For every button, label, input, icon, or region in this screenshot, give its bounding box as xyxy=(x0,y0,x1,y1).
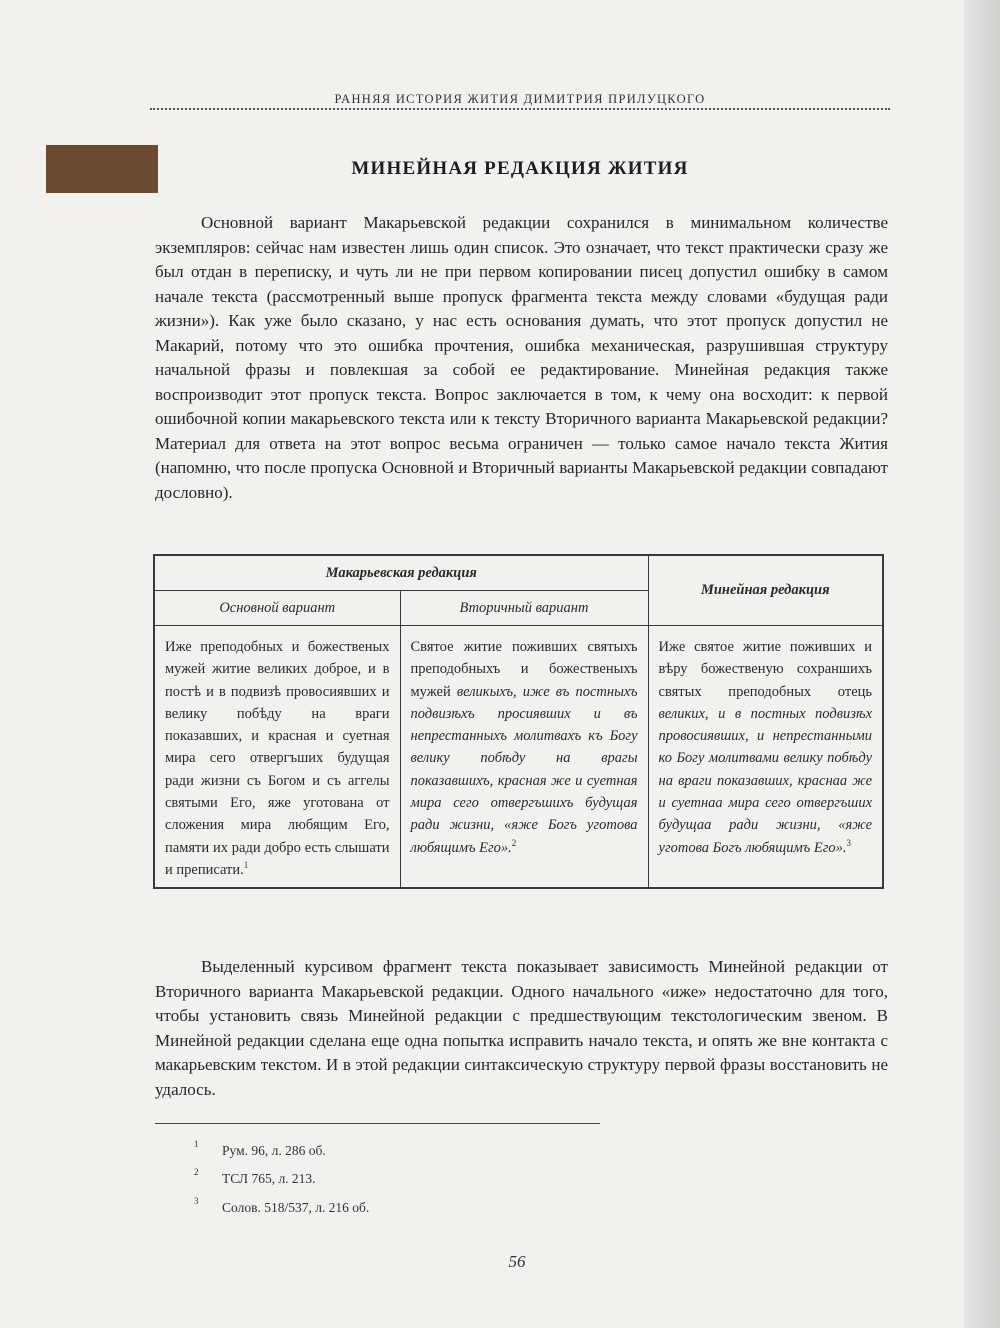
footnote-1 xyxy=(194,1139,326,1159)
cell-osnovnoy xyxy=(154,626,400,889)
footnote-mark: 3 xyxy=(194,1196,199,1206)
paragraph-2: Выделенный курсивом фрагмент текста показывает зависимость Минейной редакции от Вторичного варианта Макарьевской редакции. Одного начального «иже» недостаточно для того, чтобы установить связь Минейной редакции с предшествующим текстологическим звеном. В Минейной редакции сделана еще одна попытка исправить начало текста, и опять же вне контакта с макарьевским текстом. И в этой редакции синтаксическую структуру первой фразы восстановить не удалось. xyxy=(155,957,888,1099)
page-number: 56 xyxy=(508,1252,526,1271)
table-row xyxy=(154,626,883,889)
subheader-osnovnoy: Основной вариант xyxy=(154,591,400,626)
running-head-rule xyxy=(150,108,890,110)
cell-vtorichny-plain: Святое житие поживших святыхъ преподобныхъ и божественыхъ мужей xyxy=(410,639,638,700)
cell-vtorichny-italic: великыхъ, иже въ постныхъ подвизѣхъ просиявших и въ непрестанныхъ молитвахъ къ Богу велику побѣду на врагы показавшихъ, красная же и суетная мира сего отвергъшихъ будущая ради жизни, «яже Богъ уготова любящимъ Его». xyxy=(410,683,638,856)
footnote-3 xyxy=(194,1196,370,1216)
footnote-mark: 1 xyxy=(194,1139,199,1149)
footnote-rule xyxy=(155,1123,600,1124)
footnote-text: Солов. 518/537, л. 216 об. xyxy=(222,1200,370,1215)
footnote-text: Рум. 96, л. 286 об. xyxy=(222,1143,326,1158)
running-head: РАННЯЯ ИСТОРИЯ ЖИТИЯ ДИМИТРИЯ ПРИЛУЦКОГО xyxy=(334,92,706,106)
page-edge-shadow xyxy=(964,0,1000,1328)
header-makarievskaya: Макарьевская редакция xyxy=(154,555,648,591)
footnote-2 xyxy=(194,1167,316,1187)
footnote-text: ТСЛ 765, л. 213. xyxy=(222,1171,316,1186)
paragraph-1: Основной вариант Макарьевской редакции сохранился в минимальном количестве экземпляров: сейчас нам известен лишь один список. Это означает, что текст практически сразу же был отдан в переписку, и чуть ли не при первом копировании писец допустил ошибку в самом начале текста (рассмотренный выше пропуск фрагмента текста между словами «будущая ради жизни»). Как уже было сказано, у нас есть основания думать, что этот пропуск допустил не Макарий, потому что это ошибка прочтения, ошибка механическая, разрушившая структуру начальной фразы и повлекшая за собой ее редактирование. Минейная редакция также воспроизводит этот пропуск текста. Вопрос заключается в том, к чему она восходит: к первой ошибочной копии макарьевского текста или к тексту Вторичного варианта Макарьевской редакции? Материал для ответа на этот вопрос весьма ограничен — только самое начало текста Жития (напомню, что после пропуска Основной и Вторичный варианты Макарьевской редакции совпадают дословно). xyxy=(155,213,888,502)
cell-osnovnoy-text: Иже преподобных и божественых мужей житие великих доброе, и в постѣ и в подвизѣ провосиявших и велику побѣду на враги показавших, и красная и суетная мира сего отвергъших будущая ради жизни съ Богом и съ аггелы святыми Его, яже уготована от сложения мира любящим Его, памяти их ради добро есть слышати и преписати. xyxy=(165,639,390,878)
cell-vtorichny xyxy=(400,626,648,889)
footnote-ref-3: 3 xyxy=(846,837,852,848)
table-header-row xyxy=(154,555,883,591)
footnote-ref-2: 2 xyxy=(511,837,517,848)
comparison-table xyxy=(153,554,884,889)
cell-mineinaya-plain: Иже святое житие поживших и вѣру божественую сохраншихъ святых преподобных отець xyxy=(658,639,873,700)
chapter-marker-block xyxy=(46,145,158,193)
footnote-mark: 2 xyxy=(194,1167,199,1177)
subheader-vtorichny: Вторичный вариант xyxy=(400,591,648,626)
cell-mineinaya-italic: великих, и в постных подвизѣх провосиявших, и непрестанными ко Богу молитвами велику побѣду на враги показавших, краснаа же и суетнаа мира сего отвергъших будущаа ради жизни, «яже уготова Богъ любящимъ Его». xyxy=(658,705,873,856)
cell-mineinaya xyxy=(648,626,883,889)
footnote-ref-1: 1 xyxy=(243,860,249,871)
section-heading: МИНЕЙНАЯ РЕДАКЦИЯ ЖИТИЯ xyxy=(351,158,689,179)
header-mineinaya: Минейная редакция xyxy=(648,555,883,626)
